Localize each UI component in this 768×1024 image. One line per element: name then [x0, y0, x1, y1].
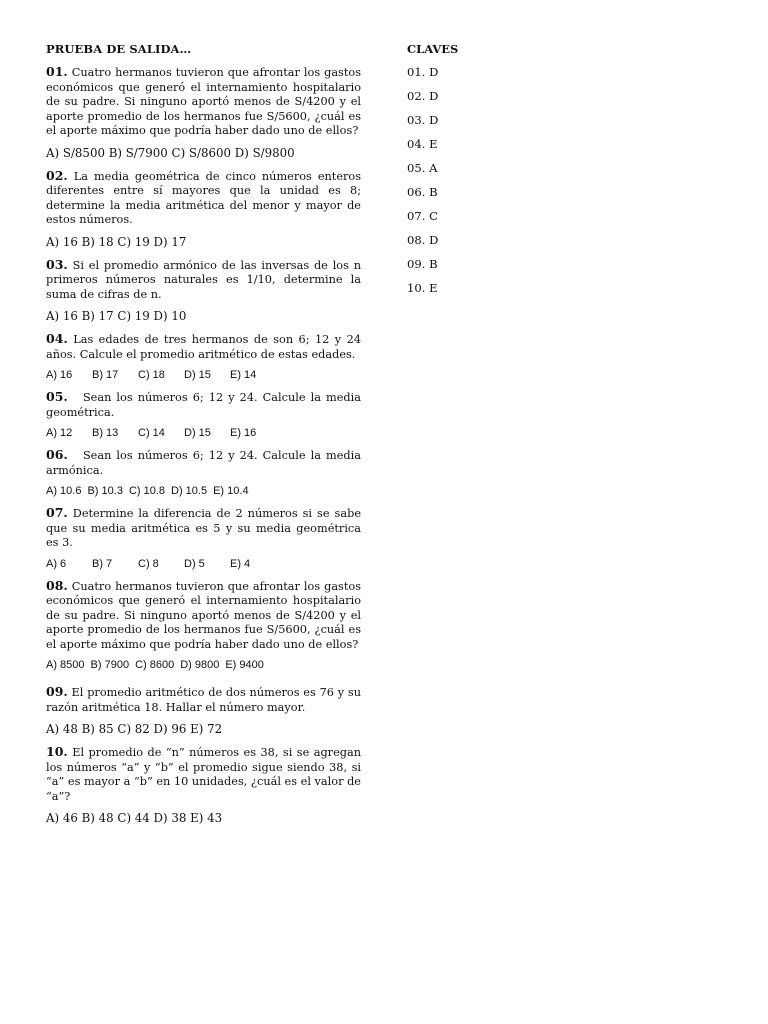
option-c: C) 18: [138, 369, 165, 381]
answer-key-title: CLAVES: [407, 42, 459, 56]
question-text: Cuatro hermanos tuvieron que afrontar los gastos económicos que generó el internamiento hospitalario de su padre. Si ninguno aportó menos de S/4200 y el aporte promedio de los hermanos fue S/5600, ¿cuál es el aporte máximo que podría haber dado uno de ellos?: [46, 579, 361, 651]
answer-key-item: 09. B: [407, 257, 438, 271]
question-number: 01.: [46, 64, 68, 79]
question-05: [46, 390, 361, 439]
option-b: B) 13: [92, 427, 119, 439]
question-text: Sean los números 6; 12 y 24. Calcule la media armónica.: [46, 449, 361, 477]
question-text: El promedio aritmético de dos números es 76 y su razón aritmética 18. Hallar el número mayor.: [46, 686, 361, 714]
question-09: [46, 685, 361, 736]
question-text: Las edades de tres hermanos de son 6; 12 y 24 años. Calcule el promedio aritmético de estas edades.: [46, 333, 362, 361]
question-text: Cuatro hermanos tuvieron que afrontar los gastos económicos que generó el internamiento hospitalario de su padre. Si ninguno aportó menos de S/4200 y el aporte promedio de los hermanos fue S/5600, ¿cuál es el aporte máximo que podría haber dado uno de ellos?: [46, 66, 361, 137]
option-d: D) 9800: [180, 659, 220, 671]
question-number: 06.: [46, 447, 68, 462]
exam-column: [46, 42, 361, 834]
question-options: [46, 369, 361, 381]
option-a: A) 10.6: [46, 485, 82, 497]
answer-key-item: 02. D: [407, 89, 439, 103]
option-a: A) 6: [46, 557, 67, 570]
option-a: A) 12: [46, 427, 73, 439]
option-e: E) 16: [230, 427, 257, 439]
option-b: B) 7: [92, 557, 113, 570]
question-options: A) 16 B) 17 C) 19 D) 10: [46, 309, 187, 323]
answer-key-item: 05. A: [407, 161, 438, 175]
answer-key-item: 10. E: [407, 281, 438, 295]
question-text: Si el promedio armónico de las inversas de los n primeros números naturales es 1/10, determine la suma de cifras de n.: [46, 258, 362, 301]
question-options: [46, 558, 361, 570]
answer-key-item: 04. E: [407, 137, 438, 151]
option-b: B) 17: [92, 369, 119, 381]
question-number: 03.: [46, 256, 68, 272]
question-06: [46, 448, 361, 497]
question-text: El promedio de “n” números es 38, si se agregan los números “a” y “b” el promedio sigue siendo 38, si “a” es mayor a “b” en 10 unidades, ¿cuál es el valor de “a”?: [46, 746, 362, 803]
answer-key-column: [407, 42, 527, 305]
option-d: D) 15: [184, 427, 211, 439]
question-options: A) S/8500 B) S/7900 C) S/8600 D) S/9800: [46, 145, 295, 160]
question-options: [46, 427, 361, 439]
answer-key-item: 07. C: [407, 209, 438, 223]
option-a: A) 8500: [46, 659, 85, 671]
option-c: C) 14: [138, 427, 165, 439]
question-options: A) 46 B) 48 C) 44 D) 38 E) 43: [46, 811, 223, 825]
question-text: Sean los números 6; 12 y 24. Calcule la media geométrica.: [46, 391, 361, 419]
option-e: E) 14: [230, 369, 257, 381]
question-options: [46, 485, 361, 497]
answer-key-item: 06. B: [407, 185, 438, 199]
option-e: E) 4: [230, 557, 251, 570]
option-a: A) 16: [46, 369, 73, 381]
option-e: E) 9400: [225, 659, 264, 671]
question-10: [46, 745, 361, 825]
option-c: C) 8: [138, 557, 159, 570]
question-number: 09.: [46, 684, 68, 699]
answer-key-item: 01. D: [407, 65, 439, 79]
question-text: La media geométrica de cinco números enteros diferentes entre sí mayores que la unidad es 8; determine la media aritmética del menor y mayor de estos números.: [46, 169, 362, 226]
question-03: [46, 258, 361, 324]
question-number: 10.: [46, 744, 68, 759]
question-07: [46, 506, 361, 570]
option-e: E) 10.4: [213, 485, 249, 497]
exam-title: PRUEBA DE SALIDA…: [46, 42, 192, 56]
answer-key-item: 08. D: [407, 233, 439, 247]
question-options: A) 16 B) 18 C) 19 D) 17: [46, 234, 187, 249]
answer-key-item: 03. D: [407, 113, 439, 127]
question-01: [46, 65, 361, 160]
question-options: A) 48 B) 85 C) 82 D) 96 E) 72: [46, 722, 223, 736]
question-number: 04.: [46, 331, 68, 346]
option-d: D) 15: [184, 369, 211, 381]
question-number: 08.: [46, 577, 68, 593]
question-08: [46, 579, 361, 672]
question-number: 02.: [46, 167, 68, 183]
option-b: B) 10.3: [87, 485, 123, 497]
question-options: [46, 659, 361, 671]
option-c: C) 8600: [135, 659, 175, 671]
option-c: C) 10.8: [128, 485, 166, 497]
question-04: [46, 332, 361, 381]
question-number: 05.: [46, 389, 68, 404]
question-02: [46, 169, 361, 249]
option-d: D) 10.5: [171, 485, 208, 497]
question-number: 07.: [46, 505, 68, 520]
question-text: Determine la diferencia de 2 números si se sabe que su media aritmética es 5 y su media geométrica es 3.: [46, 507, 361, 549]
option-b: B) 7900: [90, 659, 130, 671]
option-d: D) 5: [184, 557, 205, 570]
